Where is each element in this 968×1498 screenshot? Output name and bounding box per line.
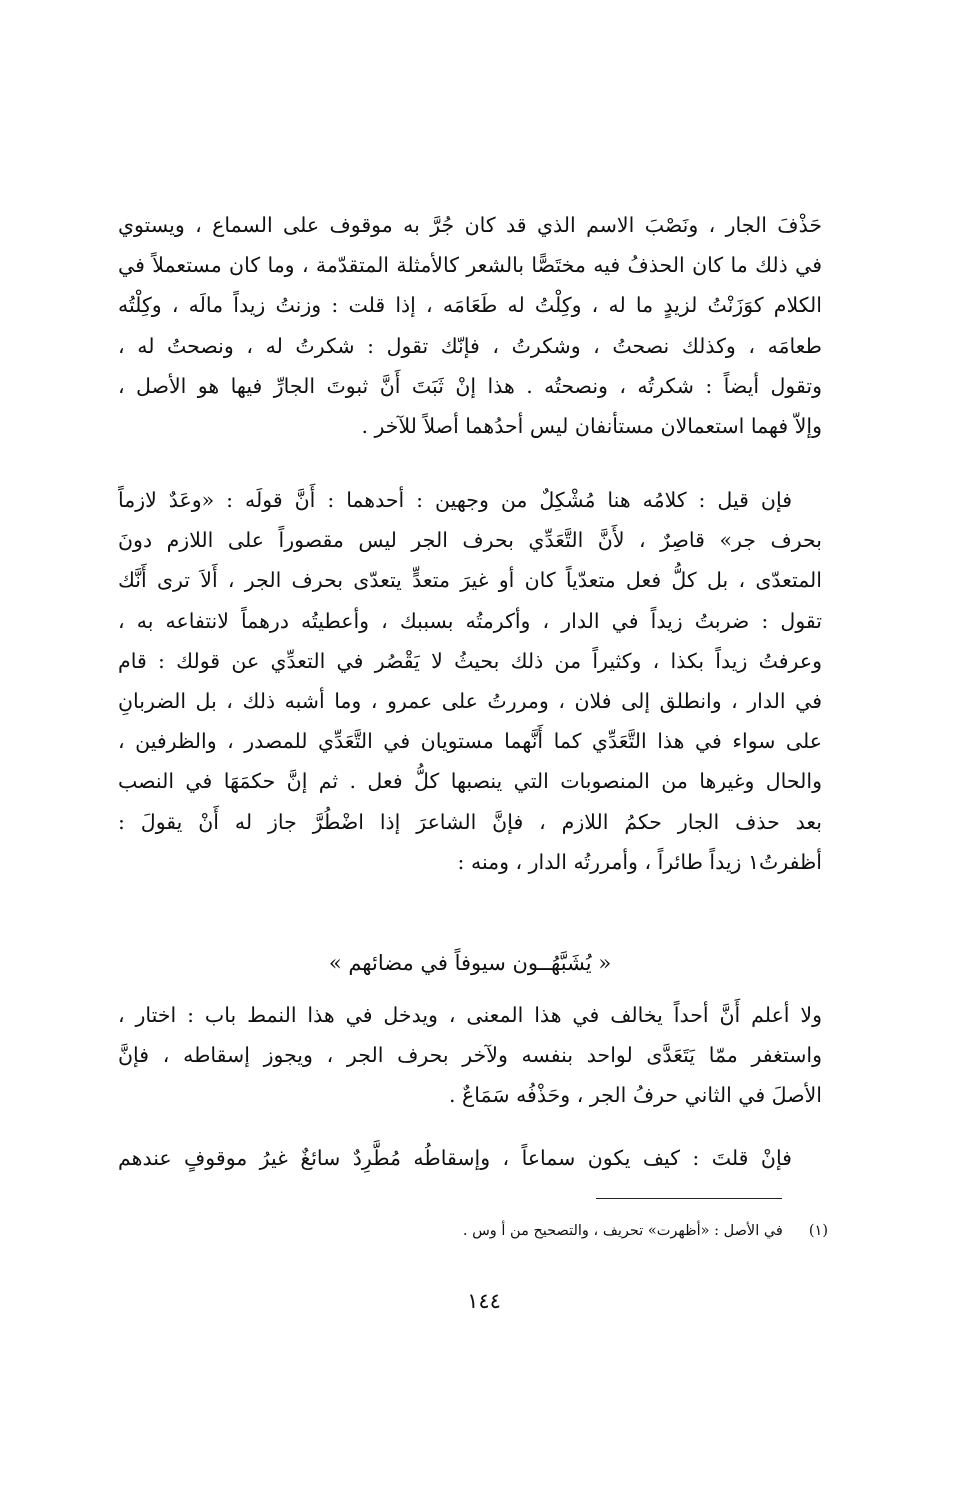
footnote-divider bbox=[596, 1198, 782, 1199]
text-line: واستغفر ممّا يَتَعَدَّى لواحد بنفسه ولآخر بحرف الجر ، ويجوز إسقاطه ، فإنَّ bbox=[118, 1043, 822, 1068]
poetry-verse: « يُشَبَّهُــون سيوفاً في مضائهم » bbox=[328, 951, 612, 975]
text-line: في ذلك ما كان الحذفُ فيه مختَصًّا بالشعر كالأمثلة المتقدّمة ، وما كان مستعملاً في bbox=[118, 253, 822, 278]
text-line: فإنْ قلتَ : كيف يكون سماعاً ، وإسقاطُه مُطَّرِدٌ سائغٌ غيرُ موقوفٍ عندهم bbox=[118, 1146, 792, 1170]
text-line: وإلاّ فهما استعمالان مستأنفان ليس أحدُهما أصلاً للآخر . bbox=[361, 413, 822, 438]
text-line: وتقول أيضاً : شكرتُه ، ونصحتُه . هذا إنْ ثَبَتَ أَنَّ ثبوتَ الجارِّ فيها هو الأصل ، bbox=[118, 373, 822, 398]
text-line: طعامَه ، وكذلك نصحتُ ، وشكرتُ ، فإنّك تقول : شكرتُ له ، ونصحتُ له ، bbox=[118, 333, 822, 358]
paragraph-1 bbox=[118, 205, 822, 446]
text-line: ولا أعلم أَنَّ أحداً يخالف في هذا المعنى ، ويدخل في هذا النمط باب : اختار ، bbox=[118, 1003, 822, 1027]
page-number: ١٤٤ bbox=[467, 1289, 501, 1313]
text-line: حَذْفَ الجار ، ونَصْبَ الاسم الذي قد كان جُرَّ به موقوف على السماع ، ويستوي bbox=[118, 213, 822, 237]
text-line: في الدار ، وانطلق إلى فلان ، ومررتُ على عمرو ، وما أشبه ذلك ، بل الضربانِ bbox=[118, 688, 822, 713]
footnote-number: (١) bbox=[808, 1223, 828, 1239]
text-line: والحال وغيرها من المنصوبات التي ينصبها كلُّ فعل . ثم إنَّ حكمَهَا في النصب bbox=[118, 769, 822, 794]
text-line: بحرف جر» قاصِرٌ ، لأَنَّ التَّعَدِّي بحرف الجر ليس مقصوراً على اللازم دونَ bbox=[118, 528, 822, 553]
text-line: تقول : ضربتُ زيداً في الدار ، وأكرمتُه بسببك ، وأعطيتُه درهماً لانتفاعه به ، bbox=[118, 608, 822, 633]
text-line: فإن قيل : كلامُه هنا مُشْكِلٌ من وجهين : أحدهما : أَنَّ قولَه : «وعَدٌ لازماً bbox=[118, 488, 792, 512]
paragraph-3 bbox=[118, 995, 822, 1116]
text-line: الأصلَ في الثاني حرفُ الجر ، وحَذْفُه سَمَاعٌ . bbox=[449, 1083, 822, 1108]
footnote bbox=[463, 1217, 828, 1245]
footnote-text: في الأصل : «أظهرت» تحريف ، والتصحيح من أ وس . bbox=[462, 1223, 783, 1239]
text-line: الكلام كوَزَنْتُ لزيدٍ ما له ، وكِلْتُ له طَعَامَه ، إذا قلت : وزنتُ زيداً مالَه ، وكِلْتُه bbox=[118, 293, 822, 318]
text-line: أظفرتُ١ زيداً طائراً ، وأمررتُه الدار ، ومنه : bbox=[457, 849, 822, 874]
text-line: وعرفتُ زيداً بكذا ، وكثيراً من ذلك بحيثُ لا يَقْصُر في التعدِّي عن قولك : قام bbox=[118, 648, 822, 673]
paragraph-4 bbox=[118, 1138, 822, 1178]
text-line: المتعدّى ، بل كلُّ فعل متعدّياً كان أو غيرَ متعدٍّ يتعدّى بحرف الجر ، أَلاَ ترى أَنَّك bbox=[118, 568, 822, 593]
paragraph-2 bbox=[118, 480, 822, 882]
text-line: بعد حذف الجار حكمُ اللازم ، فإنَّ الشاعرَ إذا اضْطُرَّ جاز له أَنْ يقولَ : bbox=[118, 809, 822, 834]
text-line: على سواء في هذا التَّعَدِّي كما أَنَّهما مستويان في التَّعَدِّي للمصدر ، والظرفين ، bbox=[118, 729, 822, 754]
